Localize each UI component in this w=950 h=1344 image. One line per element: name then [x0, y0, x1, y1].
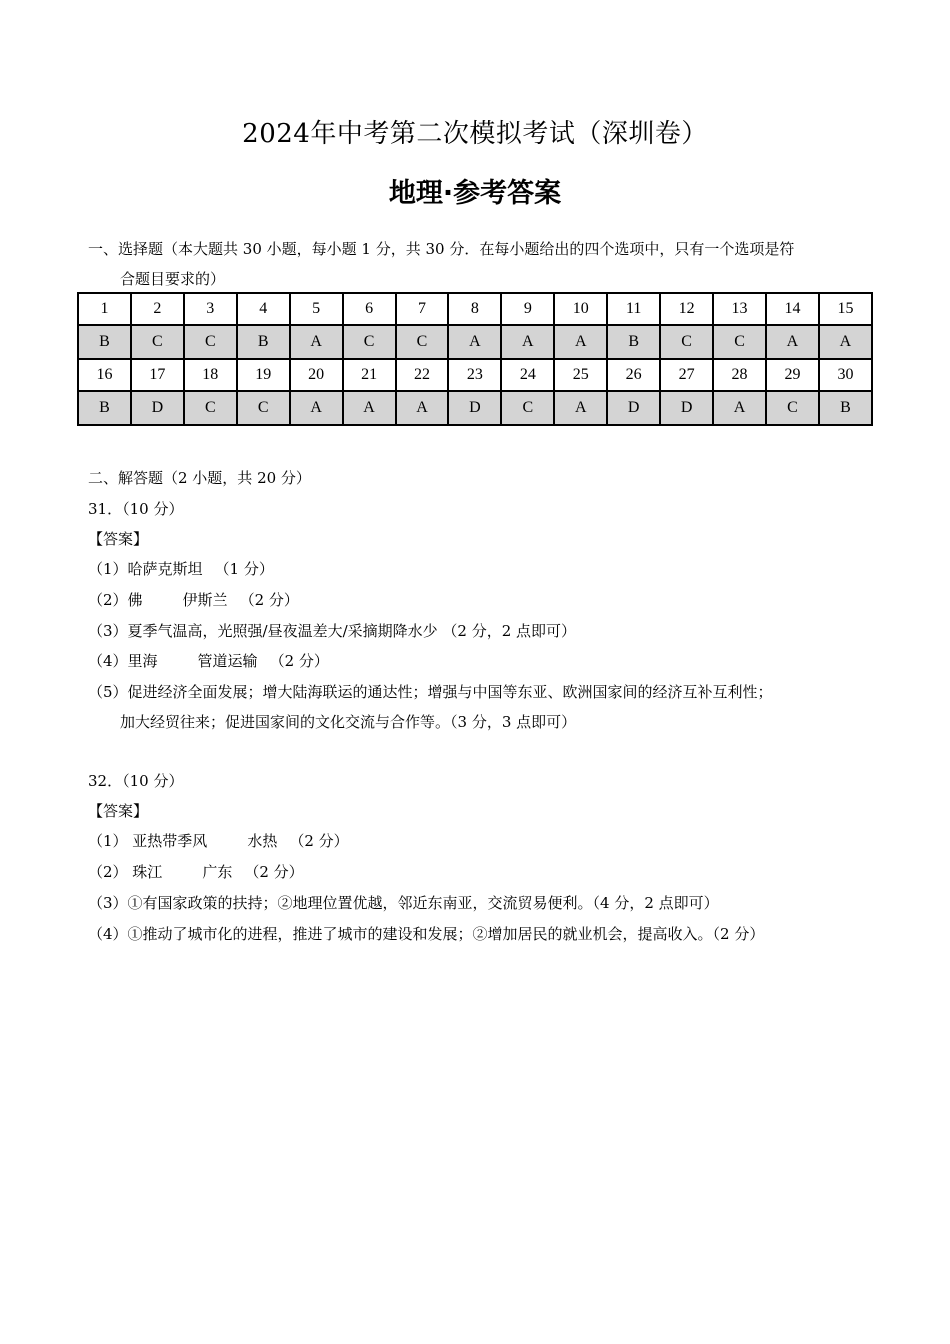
q31-label: 31．（10 分）	[88, 500, 184, 518]
question-number-cell-4: 4	[237, 293, 290, 325]
answer-cell-10: A	[554, 391, 607, 425]
answer-cell-14: A	[766, 325, 819, 359]
question-number-cell-9: 24	[501, 359, 554, 391]
q32-part1-answer-a: （1） 亚热带季风	[88, 832, 208, 850]
answer-cell-12: D	[660, 391, 713, 425]
q31-part2-score: （2 分）	[239, 591, 299, 609]
answer-cell-13: A	[713, 391, 766, 425]
q31-part4-answer-a: （4）里海	[88, 652, 158, 670]
q31-part5-line1: （5）促进经济全面发展；增大陆海联运的通达性；增强与中国等东亚、欧洲国家间的经济互补互利性；	[88, 683, 773, 701]
section-1-heading-cont: 合题目要求的）	[120, 270, 226, 288]
question-number-cell-3: 18	[184, 359, 237, 391]
answer-cell-9: A	[501, 325, 554, 359]
question-number-cell-5: 20	[290, 359, 343, 391]
table-row-answers-2	[78, 391, 872, 425]
question-number-cell-12: 12	[660, 293, 713, 325]
q32-part1-score: （2 分）	[289, 832, 349, 850]
q32-part2	[88, 860, 304, 884]
answer-cell-2: D	[131, 391, 184, 425]
question-number-cell-7: 7	[396, 293, 449, 325]
answer-cell-5: A	[290, 325, 343, 359]
q32-part1-answer-b: 水热	[247, 832, 278, 850]
answer-cell-12: C	[660, 325, 713, 359]
question-number-cell-2: 17	[131, 359, 184, 391]
q31-part1-score: （1 分）	[214, 560, 274, 578]
section-1-heading-text: 一、选择题（本大题共 30 小题，每小题 1 分，共 30 分．在每小题给出的四个选项中，只有一个选项是符	[88, 240, 795, 258]
q31-part2-answer-b: 伊斯兰	[182, 591, 228, 609]
question-number-cell-6: 6	[343, 293, 396, 325]
answer-cell-11: B	[607, 325, 660, 359]
answer-cell-9: C	[501, 391, 554, 425]
answer-cell-1: B	[78, 391, 131, 425]
question-number-cell-9: 9	[501, 293, 554, 325]
answer-cell-14: C	[766, 391, 819, 425]
page-title: 2024年中考第二次模拟考试（深圳卷）	[242, 119, 708, 149]
question-number-cell-4: 19	[237, 359, 290, 391]
question-number-cell-13: 13	[713, 293, 766, 325]
question-number-cell-14: 29	[766, 359, 819, 391]
answer-cell-1: B	[78, 325, 131, 359]
answer-cell-5: A	[290, 391, 343, 425]
q32-part2-answer-b: 广东	[202, 863, 233, 881]
answer-cell-3: C	[184, 325, 237, 359]
q32-label: 32．（10 分）	[88, 772, 184, 790]
page-subtitle: 地理·参考答案	[388, 178, 562, 209]
q31-part4-score: （2 分）	[269, 652, 329, 670]
answer-table	[77, 292, 873, 426]
q32-part2-answer-a: （2） 珠江	[88, 863, 163, 881]
question-number-cell-13: 28	[713, 359, 766, 391]
answer-cell-11: D	[607, 391, 660, 425]
answer-cell-10: A	[554, 325, 607, 359]
question-number-cell-11: 11	[607, 293, 660, 325]
table-row-answers-1	[78, 325, 872, 359]
question-number-cell-5: 5	[290, 293, 343, 325]
answer-cell-3: C	[184, 391, 237, 425]
answer-cell-8: D	[448, 391, 501, 425]
answer-cell-6: C	[343, 325, 396, 359]
question-number-cell-8: 8	[448, 293, 501, 325]
q31-part2	[88, 588, 299, 612]
question-number-cell-10: 25	[554, 359, 607, 391]
q32-part2-score: （2 分）	[244, 863, 304, 881]
table-row-numbers-2	[78, 359, 872, 391]
question-number-cell-1: 1	[78, 293, 131, 325]
section-2-heading: 二、解答题（2 小题，共 20 分）	[88, 469, 311, 487]
question-number-cell-1: 16	[78, 359, 131, 391]
question-number-cell-2: 2	[131, 293, 184, 325]
q32-part1	[88, 829, 349, 853]
q31-part1	[88, 557, 274, 581]
q31-part1-answer: （1）哈萨克斯坦	[88, 560, 203, 578]
question-number-cell-12: 27	[660, 359, 713, 391]
section-1-heading	[88, 234, 878, 294]
question-number-cell-11: 26	[607, 359, 660, 391]
q32-part3: （3）①有国家政策的扶持；②地理位置优越，邻近东南亚，交流贸易便利。（4 分，2 点即可）	[88, 894, 719, 912]
question-number-cell-3: 3	[184, 293, 237, 325]
q32-answer-tag: 【答案】	[88, 802, 149, 820]
answer-cell-2: C	[131, 325, 184, 359]
q31-part3: （3）夏季气温高，光照强/昼夜温差大/采摘期降水少 （2 分，2 点即可）	[88, 622, 577, 640]
q31-part5-line2: 加大经贸往来；促进国家间的文化交流与合作等。（3 分，3 点即可）	[120, 713, 577, 731]
answer-cell-8: A	[448, 325, 501, 359]
question-number-cell-8: 23	[448, 359, 501, 391]
question-number-cell-6: 21	[343, 359, 396, 391]
question-number-cell-14: 14	[766, 293, 819, 325]
question-number-cell-10: 10	[554, 293, 607, 325]
q31-part4-answer-b: 管道运输	[197, 652, 258, 670]
answer-cell-7: C	[396, 325, 449, 359]
table-row-numbers-1	[78, 293, 872, 325]
answer-cell-6: A	[343, 391, 396, 425]
q32-part4: （4）①推动了城市化的进程，推进了城市的建设和发展；②增加居民的就业机会，提高收入。（2 分）	[88, 925, 765, 943]
q31-part4	[88, 649, 329, 673]
answer-cell-4: C	[237, 391, 290, 425]
answer-cell-15: B	[819, 391, 872, 425]
answer-cell-7: A	[396, 391, 449, 425]
question-number-cell-7: 22	[396, 359, 449, 391]
question-number-cell-15: 15	[819, 293, 872, 325]
answer-cell-15: A	[819, 325, 872, 359]
answer-cell-13: C	[713, 325, 766, 359]
q31-answer-tag: 【答案】	[88, 530, 149, 548]
question-number-cell-15: 30	[819, 359, 872, 391]
q31-part2-answer-a: （2）佛	[88, 591, 143, 609]
answer-cell-4: B	[237, 325, 290, 359]
